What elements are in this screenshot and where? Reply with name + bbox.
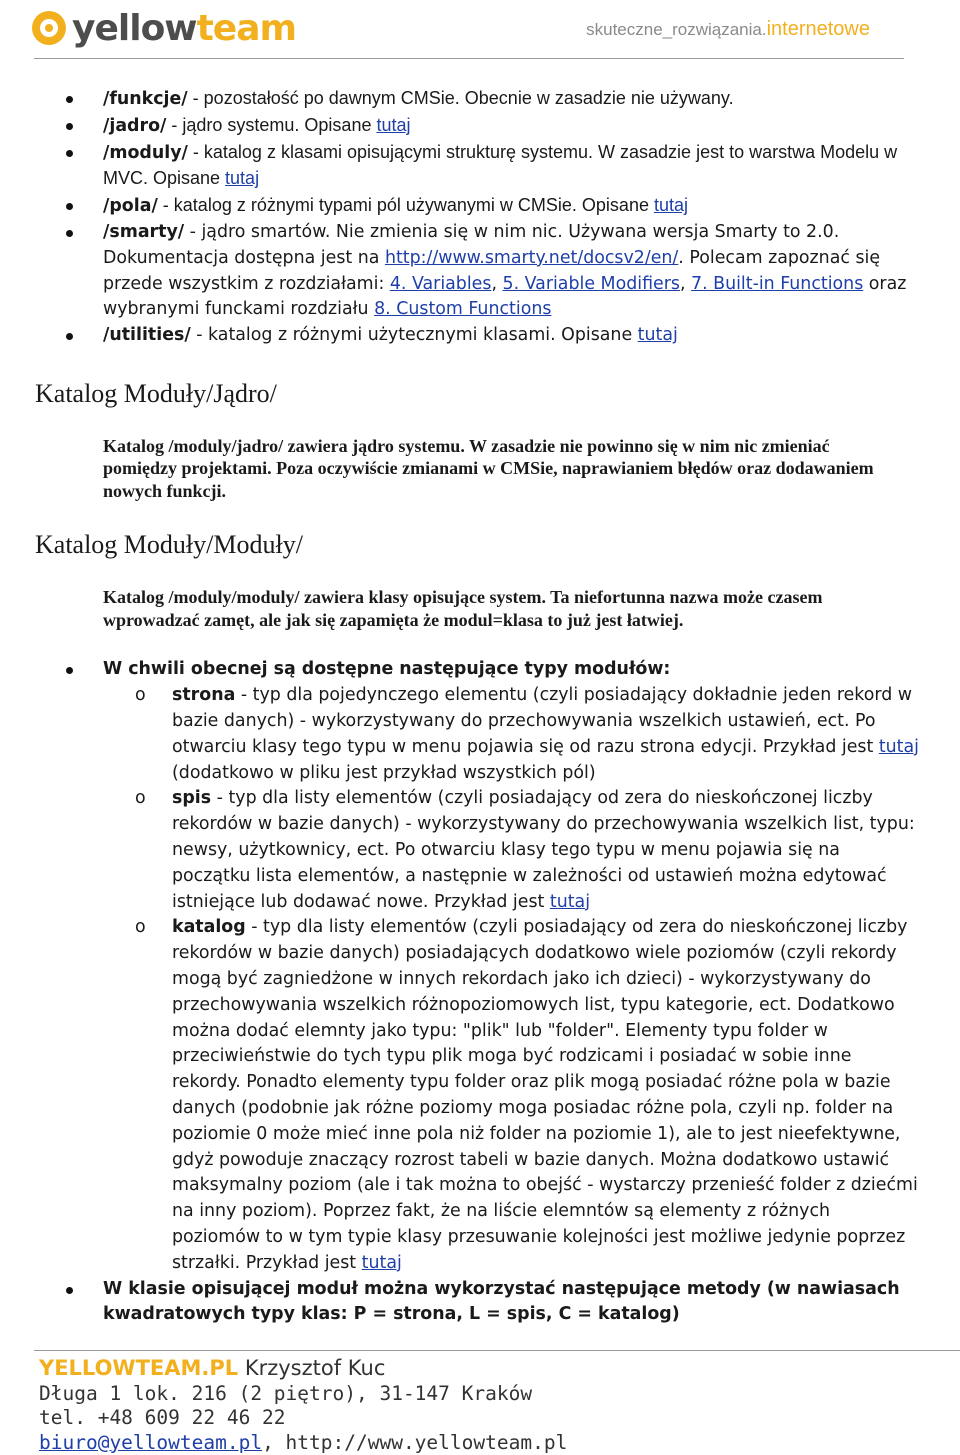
bullet-icon bbox=[66, 203, 73, 210]
section-heading-moduly: Katalog Moduły/Moduły/ bbox=[35, 530, 303, 560]
page-header bbox=[0, 0, 960, 60]
tutaj-link[interactable]: tutaj bbox=[376, 114, 411, 135]
list-item-smarty: /smarty/ - jądro smartów. Nie zmienia się w nim nic. Używana wersja Smarty to 2.0. Dokumentacja dostępna jest na http://www.smarty.net/docsv2/en/. Polecam zapoznać się przede wszystkim z rozdziałami: 4. Variables, 5. Variable Modifiers, 7. Built-in Functions oraz wybranymi funckami rozdziału 8. Custom Functions bbox=[0, 220, 960, 323]
list-item: /funkcje/ - pozostałość po dawnym CMSie. Obecnie w zasadzie nie używany. bbox=[0, 86, 960, 113]
footer-address: Długa 1 lok. 216 (2 piętro), 31-147 Kraków bbox=[39, 1381, 533, 1405]
logo-circle-icon bbox=[32, 11, 66, 45]
tutaj-link[interactable]: tutaj bbox=[549, 891, 591, 912]
header-divider bbox=[34, 58, 904, 59]
module-type-spis: o spis - typ dla listy elementów (czyli posiadający od zera do nieskończonej liczby rekordów w bazie danych) - wykorzystywany do przechowywania wszelkich list, typu: newsy, użytkownicy, ect. Po otwarciu klasy tego typu w menu pojawia się na początku lista elementów, a następnie w zależności od ustawień można edytować istniejące lub dodawać nowe. Przykład jest tutaj bbox=[135, 788, 915, 912]
module-type-strona: o strona - typ dla pojedynczego elementu (czyli posiadający dokładnie jeden rekord w bazie danych) - wykorzystywany do przechowywania wszelkich ustawień, ect. Po otwarciu klasy tego typu w menu pojawia się od razu strona edycji. Przykład jest tutaj (dodatkowo w pliku jest przykład wszystkich pól) bbox=[135, 685, 919, 783]
yellowteam-logo: yellowteam bbox=[32, 8, 296, 48]
directory-list bbox=[0, 86, 960, 349]
section-paragraph-jadro: Katalog /moduly/jadro/ zawiera jądro systemu. W zasadzie nie powinno się w nim nic zmieniać pomiędzy projektami. Poza oczywiście zmianami w CMSie, naprawianiem błędów oraz dodawaniem nowych funkcji. bbox=[103, 435, 874, 501]
tutaj-link[interactable]: tutaj bbox=[637, 325, 678, 346]
bullet-icon bbox=[66, 150, 73, 157]
variable-modifiers-link[interactable]: 5. Variable Modifiers bbox=[502, 273, 680, 294]
document-body bbox=[0, 86, 960, 1328]
footer-email-link[interactable]: biuro@yellowteam.pl bbox=[39, 1430, 263, 1454]
custom-functions-link[interactable]: 8. Custom Functions bbox=[374, 299, 552, 320]
footer-brand: YELLOWTEAM.PL bbox=[39, 1356, 239, 1380]
list-item: /pola/ - katalog z różnymi typami pól używanymi w CMSie. Opisane tutaj bbox=[0, 193, 960, 220]
footer-website: http://www.yellowteam.pl bbox=[285, 1430, 568, 1454]
tutaj-link[interactable]: tutaj bbox=[653, 195, 688, 216]
footer-phone: tel. +48 609 22 46 22 bbox=[39, 1406, 286, 1429]
list-item: /moduly/ - katalog z klasami opisującymi strukturę systemu. W zasadzie jest to warstwa Modelu w MVC. Opisane tutaj bbox=[0, 140, 960, 194]
bullet-icon bbox=[66, 96, 73, 103]
list-item: W chwili obecnej są dostępne następujące typy modułów: bbox=[0, 657, 960, 683]
list-item: W klasie opisującej moduł można wykorzystać następujące metody (w nawiasach kwadratowych typy klas: P = strona, L = spis, C = katalog) bbox=[0, 1277, 960, 1329]
footer-divider bbox=[34, 1350, 960, 1351]
tagline: skuteczne_rozwiązania.internetowe bbox=[586, 18, 870, 40]
tutaj-link[interactable]: tutaj bbox=[225, 168, 260, 189]
variables-link[interactable]: 4. Variables bbox=[389, 273, 492, 294]
section-paragraph-moduly: Katalog /moduly/moduly/ zawiera klasy opisujące system. Ta niefortunna nazwa może czasem wprowadzać zamęt, ale jak się zapamięta że modul=klasa to już jest łatwiej. bbox=[103, 587, 823, 630]
list-item: /jadro/ - jądro systemu. Opisane tutaj bbox=[0, 113, 960, 140]
bullet-icon bbox=[66, 123, 73, 130]
tutaj-link[interactable]: tutaj bbox=[878, 736, 919, 757]
section-heading-jadro: Katalog Moduły/Jądro/ bbox=[35, 378, 277, 408]
tutaj-link[interactable]: tutaj bbox=[361, 1252, 402, 1273]
bullet-icon bbox=[66, 333, 73, 340]
smarty-docs-link[interactable]: http://www.smarty.net/docsv2/en/ bbox=[384, 247, 679, 268]
bullet-icon bbox=[66, 1287, 73, 1294]
bullet-icon bbox=[66, 230, 73, 237]
list-item-utilities: /utilities/ - katalog z różnymi użytecznymi klasami. Opisane tutaj bbox=[0, 323, 960, 349]
built-in-functions-link[interactable]: 7. Built-in Functions bbox=[691, 273, 864, 294]
page-footer: YELLOWTEAM.PL Krzysztof Kuc Długa 1 lok. 216 (2 piętro), 31-147 Kraków tel. +48 609 22 46 22 biuro@yellowteam.pl, http://www.yellowteam.pl bbox=[39, 1356, 568, 1454]
module-types-list bbox=[0, 657, 960, 1328]
module-type-katalog: o katalog - typ dla listy elementów (czyli posiadający od zera do nieskończonej liczby rekordów w bazie danych) posiadających dodatkowo wiele poziomów (czyli rekordy mogą być zagniedżone w innych rekordach jako ich dzieci) - wykorzystywany do przechowywania wszelkich różnopoziomowych list, typu kategorie, ect. Dodatkowo można dodać elemnty jako typu: "plik" lub "folder". Elementy typu folder w przeciwieństwie do tych typu plik moga być rodzicami i posiadać w sobie inne rekordy. Ponadto elementy typu folder oraz plik mogą posiadać różne pola w bazie danych (podobnie jak różne poziomy moga posiadac różne pola, czyli np. folder na poziomie 0 może mieć inne pola niż folder na poziomie 1), ale to jest nieefektywne, gdyż powoduje znaczący rozrost tabeli w bazie danych. Można dodatkowo ustawić maksymalny poziom (ale i tak można to obejść - wystarczy przenieść folder z dziećmi na inny poziom). Poprzez fakt, że na liście elemntów są elementy z różnych poziomów to w tym typie klasy przesuwanie kolejności jest możliwe jedynie poprzez strzałki. Przykład jest tutaj bbox=[135, 917, 918, 1273]
bullet-icon bbox=[66, 667, 73, 674]
